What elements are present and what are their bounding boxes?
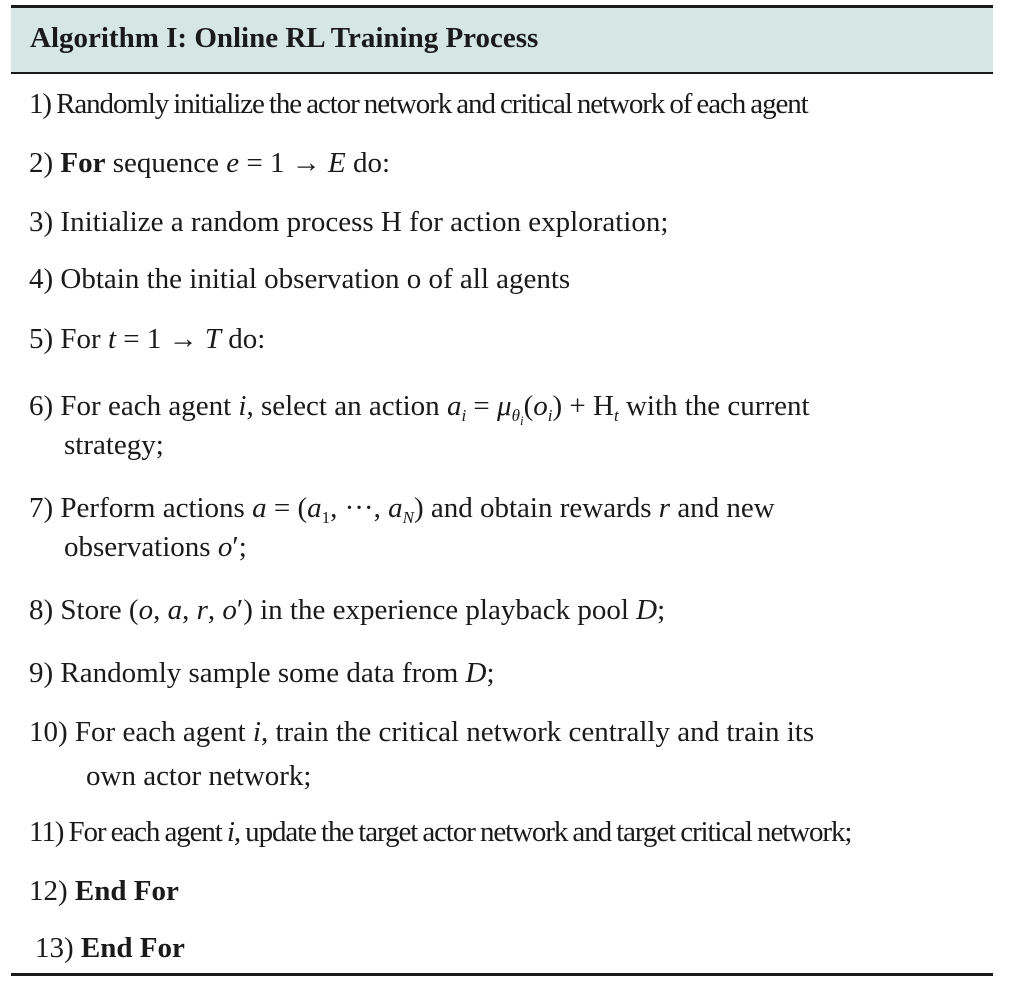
tuple-formula: (o, a, r, o′)	[128, 594, 253, 626]
step-text: Obtain the initial observation o of all agents	[60, 263, 571, 295]
math-operator: = 1 →	[116, 323, 205, 355]
step-text: Randomly initialize the actor network and critical network of each agent	[56, 88, 808, 120]
step-text: Store	[60, 594, 122, 626]
math-variable: i	[252, 716, 261, 748]
step-number: 13)	[35, 932, 74, 964]
step-6	[29, 390, 810, 428]
step-1	[29, 90, 808, 119]
step-12	[29, 877, 179, 906]
step-text: and new	[677, 492, 775, 524]
step-text: and obtain rewards	[430, 492, 652, 524]
math-variable: T	[204, 323, 222, 355]
step-13	[35, 934, 185, 963]
step-5	[29, 325, 265, 354]
math-variable: t	[107, 323, 117, 355]
step-text: do:	[221, 323, 266, 355]
step-text: sequence	[112, 147, 220, 179]
step-keyword: For	[60, 147, 106, 179]
step-number: 4)	[29, 263, 54, 295]
step-9	[29, 659, 495, 688]
action-formula: $a_i = \mu_{\theta_i}(o_i) + H_t$	[446, 390, 619, 428]
algorithm-title: Algorithm I: Online RL Training Process	[30, 22, 539, 54]
step-text: For each agent	[68, 816, 222, 848]
step-number: 9)	[29, 657, 54, 689]
step-number: 1)	[29, 88, 51, 120]
math-variable: i	[226, 816, 234, 848]
math-operator: = 1 →	[239, 147, 329, 179]
math-variable: r	[658, 492, 671, 524]
step-2	[29, 149, 390, 178]
step-text: Randomly sample some data from	[60, 657, 459, 689]
step-10-continuation: own actor network;	[86, 760, 312, 792]
step-number: 7)	[29, 492, 54, 524]
step-text: ;	[657, 594, 666, 626]
math-variable: D	[465, 657, 487, 689]
step-6-continuation: strategy;	[64, 429, 164, 461]
step-text: For each agent	[74, 716, 246, 748]
step-number: 3)	[29, 206, 54, 238]
step-8	[29, 596, 665, 625]
step-text: do:	[345, 147, 391, 179]
step-number: 8)	[29, 594, 54, 626]
math-variable: D	[636, 594, 658, 626]
step-4	[29, 265, 570, 294]
step-3	[29, 208, 668, 237]
step-text: with the current	[625, 390, 810, 422]
step-text: For each agent	[60, 390, 232, 422]
step-number: 11)	[29, 816, 64, 848]
step-number: 10)	[29, 716, 68, 748]
step-text: , train the critical network centrally and train its	[260, 716, 815, 748]
math-variable: e	[226, 147, 240, 179]
step-11	[29, 818, 851, 847]
math-variable: i	[238, 390, 247, 422]
math-variable: E	[328, 147, 346, 179]
step-keyword: End For	[80, 932, 185, 964]
action-vector-formula: $a = (a_1$, ···, $a_N$)	[252, 492, 424, 527]
continuation-text: observations	[64, 531, 218, 563]
step-text: Initialize a random process H for action exploration;	[60, 206, 669, 238]
step-10	[29, 718, 814, 747]
step-text: Perform actions	[60, 492, 245, 524]
step-text: ;	[486, 657, 495, 689]
step-text: , select an action	[246, 390, 440, 422]
step-number: 2)	[29, 147, 54, 179]
step-number: 5)	[29, 323, 54, 355]
step-number: 12)	[29, 875, 68, 907]
step-text: For	[60, 323, 101, 355]
step-text: in the experience playback pool	[260, 594, 629, 626]
step-number: 6)	[29, 390, 54, 422]
bottom-rule	[11, 973, 993, 976]
header-rule	[11, 72, 993, 74]
step-keyword: End For	[74, 875, 179, 907]
step-text: , update the target actor network and target critical network;	[233, 816, 852, 848]
step-7	[29, 492, 775, 527]
step-7-continuation: observations o′;	[64, 531, 247, 563]
